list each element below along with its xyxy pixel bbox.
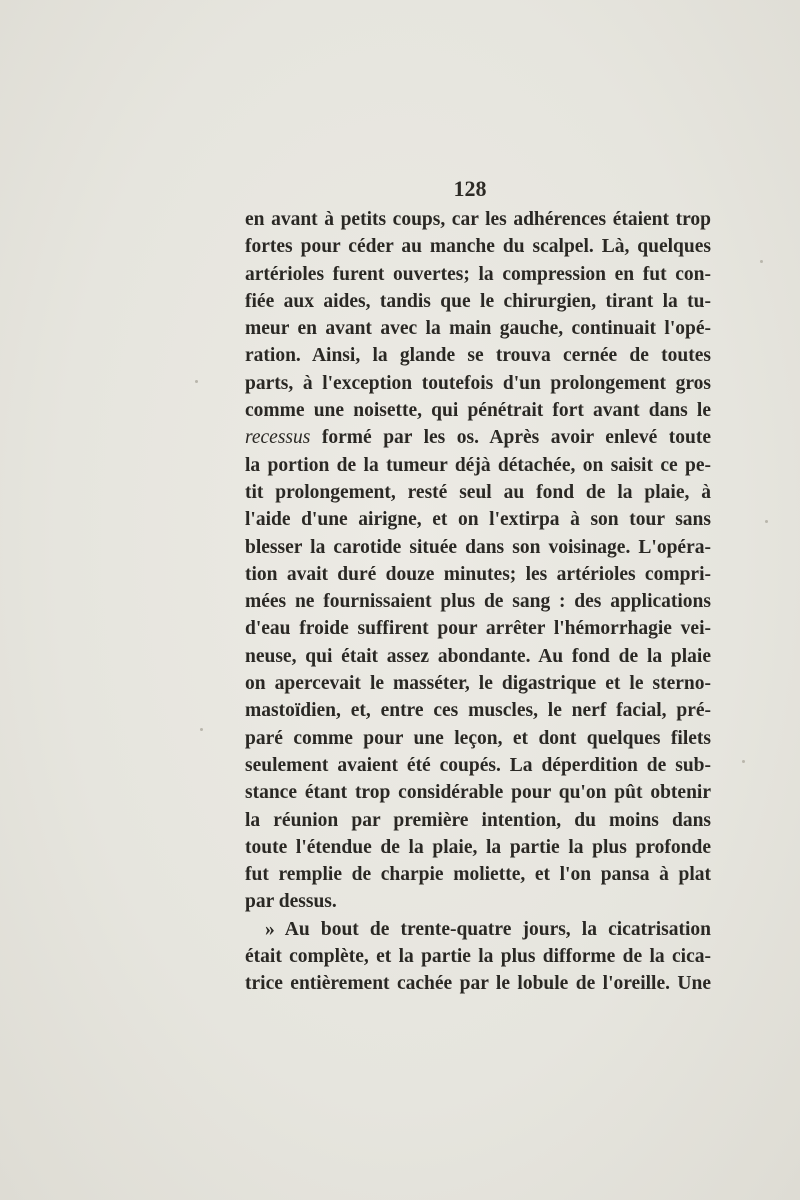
text-line: la portion de la tumeur déjà détachée, on saisit ce pe- [245,454,711,476]
paper-speck [200,728,203,731]
text-line: parts, à l'exception toutefois d'un prolongement gros [245,372,711,394]
text-line-rest: formé par les os. Après avoir enlevé toute [321,427,711,449]
text-line: neuse, qui était assez abondante. Au fond de la plaie [245,645,711,667]
text-line: on apercevait le masséter, le digastrique et le sterno- [245,673,711,695]
text-line: fut remplie de charpie moliette, et l'on pansa à plat [245,864,711,886]
text-line: blesser la carotide située dans son voisinage. L'opéra- [245,536,711,558]
text-line: ration. Ainsi, la glande se trouva cernée de toutes [245,345,711,367]
text-line: comme une noisette, qui pénétrait fort avant dans le [245,400,711,422]
text-line: la réunion par première intention, du moins dans [245,809,711,831]
text-line: tit prolongement, resté seul au fond de la plaie, à [245,481,711,503]
text-line: l'aide d'une airigne, et on l'extirpa à son tour sans [245,509,711,531]
text-line: en avant à petits coups, car les adhérences étaient trop [245,209,711,230]
text-line: d'eau froide suffirent pour arrêter l'hémorrhagie vei- [245,618,711,640]
paper-speck [195,380,198,383]
italic-term: recessus [245,427,311,449]
paper-speck [765,520,768,523]
text-line [245,424,711,451]
paper-speck [760,260,763,263]
text-line: » Au bout de trente-quatre jours, la cicatrisation [265,918,711,940]
text-line: mées ne fournissaient plus de sang : des applications [245,591,711,613]
page-number: 128 [453,176,487,201]
text-line: mastoïdien, et, entre ces muscles, le nerf facial, pré- [245,700,711,722]
text-line: seulement avaient été coupés. La déperdition de sub- [245,754,711,776]
text-line: tion avait duré douze minutes; les artérioles compri- [245,563,711,585]
paper-speck [742,760,745,763]
text-line: artérioles furent ouvertes; la compression en fut con- [245,263,711,285]
text-line: fortes pour céder au manche du scalpel. Là, quelques [245,236,711,258]
text-line: stance étant trop considérable pour qu'on pût obtenir [245,782,711,804]
text-line: paré comme pour une leçon, et dont quelques filets [245,727,711,749]
text-line: toute l'étendue de la plaie, la partie la plus profonde [245,836,711,858]
text-line: trice entièrement cachée par le lobule de l'oreille. Une [245,973,711,995]
text-line: était complète, et la partie la plus difforme de la cica- [245,946,711,968]
text-line: meur en avant avec la main gauche, continuait l'opé- [245,318,711,340]
text-line: par dessus. [245,891,337,913]
text-line: fiée aux aides, tandis que le chirurgien, tirant la tu- [245,290,711,312]
body-text [245,206,711,998]
